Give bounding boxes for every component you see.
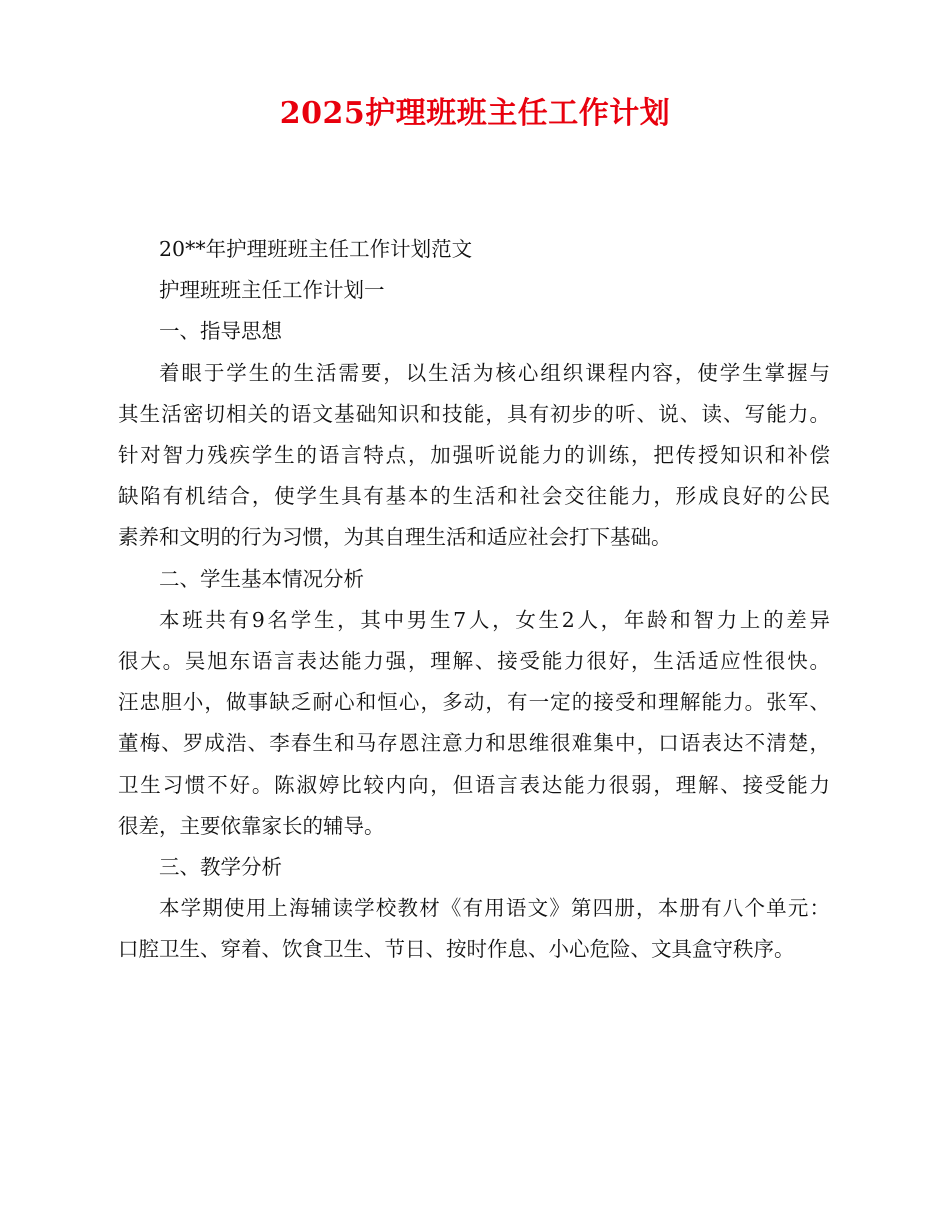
text-line: 着眼于学生的生活需要，以生活为核心组织课程内容，使学生掌握与 — [159, 360, 830, 385]
paragraph — [118, 847, 830, 888]
text-line: 卫生习惯不好。陈淑婷比较内向，但语言表达能力很弱，理解、接受能力 — [118, 772, 830, 797]
paragraph — [118, 270, 830, 311]
text-line: 针对智力残疾学生的语言特点，加强听说能力的训练，把传授知识和补偿 — [118, 443, 830, 468]
paragraph — [118, 229, 830, 270]
text-line: 20**年护理班班主任工作计划范文 — [159, 237, 473, 261]
document-body — [118, 229, 830, 971]
document-title: 2025护理班班主任工作计划 — [279, 96, 671, 131]
paragraph — [118, 353, 830, 559]
text-line: 护理班班主任工作计划一 — [159, 278, 385, 303]
text-line: 其生活密切相关的语文基础知识和技能，具有初步的听、说、读、写能力。 — [118, 401, 830, 426]
paragraph — [118, 311, 830, 352]
text-line: 缺陷有机结合，使学生具有基本的生活和社会交往能力，形成良好的公民 — [118, 484, 830, 509]
paragraph — [118, 888, 830, 970]
text-line: 三、教学分析 — [159, 855, 282, 880]
text-line: 很大。吴旭东语言表达能力强，理解、接受能力很好，生活适应性很快。 — [118, 649, 830, 674]
paragraph — [118, 600, 830, 847]
text-line: 二、学生基本情况分析 — [159, 566, 364, 591]
text-line: 口腔卫生、穿着、饮食卫生、节日、按时作息、小心危险、文具盒守秩序。 — [118, 937, 795, 962]
paragraph — [118, 559, 830, 600]
text-line: 一、指导思想 — [159, 319, 282, 344]
text-line: 汪忠胆小，做事缺乏耐心和恒心，多动，有一定的接受和理解能力。张军、 — [118, 690, 830, 715]
text-line: 董梅、罗成浩、李春生和马存恩注意力和思维很难集中，口语表达不清楚， — [118, 731, 830, 756]
text-line: 很差，主要依靠家长的辅导。 — [118, 813, 385, 838]
text-line: 本班共有9名学生，其中男生7人，女生2人，年龄和智力上的差异 — [159, 607, 830, 632]
text-line: 素养和文明的行为习惯，为其自理生活和适应社会打下基础。 — [118, 525, 672, 550]
text-line: 本学期使用上海辅读学校教材《有用语文》第四册，本册有八个单元： — [159, 896, 830, 921]
